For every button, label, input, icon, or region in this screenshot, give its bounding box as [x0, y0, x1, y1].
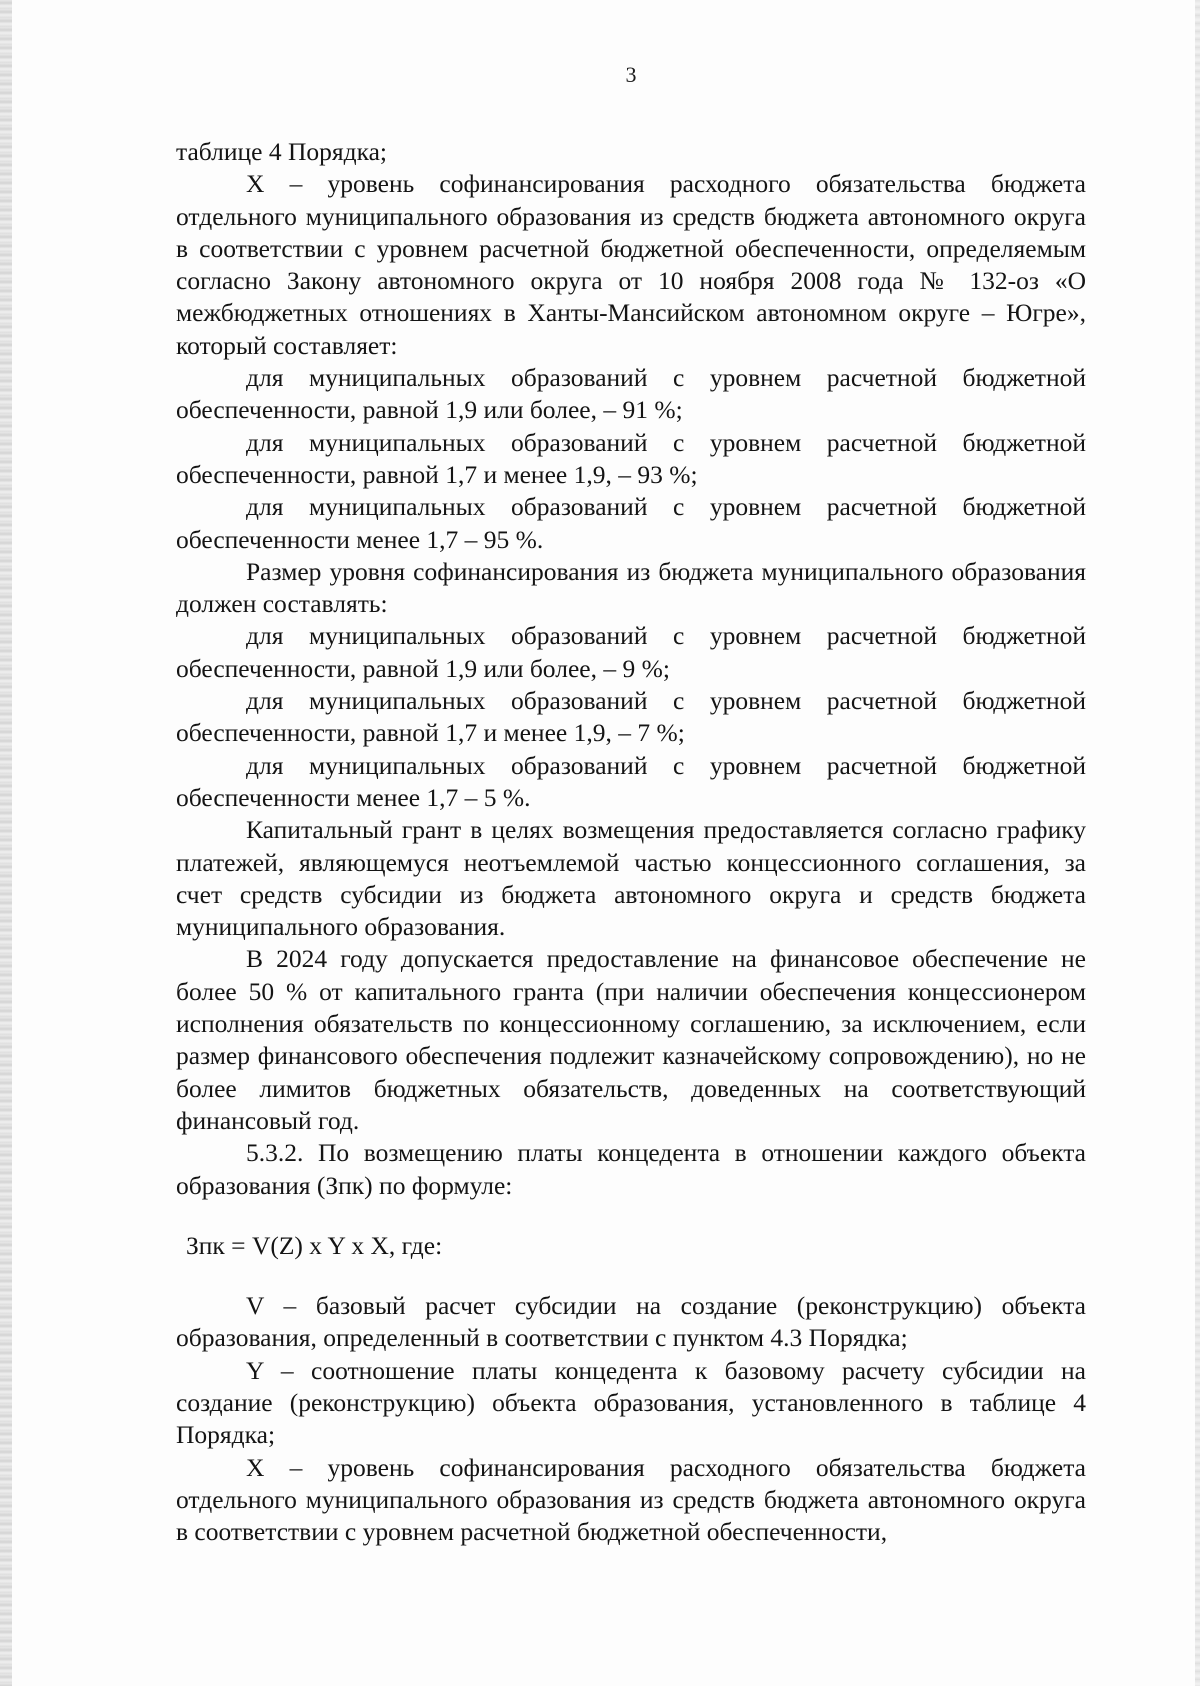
- scan-edge-right: [1195, 0, 1200, 1686]
- definition-y: Y – соотношение платы концедента к базовому расчету субсидии на создание (реконструкцию) объекта образования, установленного в таблице 4 Порядка;: [176, 1355, 1086, 1450]
- formula: Зпк = V(Z) x Y x X, где:: [186, 1230, 443, 1260]
- paragraph-rate-5: для муниципальных образований с уровнем расчетной бюджетной обеспеченности менее 1,7 – 5 %.: [176, 750, 1086, 812]
- paragraph-continuation: таблице 4 Порядка;: [176, 137, 387, 166]
- paragraph-x-definition: X – уровень софинансирования расходного обязательства бюджета отдельного муниципального образования из средств бюджета автономного округа в соответствии с уровнем расчетной бюджетной обеспеченности, определяемым согласно Закону автономного округа от 10 ноября 2008 года № 132-оз «О межбюджетных отношениях в Ханты-Мансийском автономном округе – Югре», который составляет:: [176, 169, 1086, 360]
- paragraph-2024: В 2024 году допускается предоставление на финансовое обеспечение не более 50 % от капитального гранта (при наличии обеспечения концессионером исполнения обязательств по концессионному соглашению, за исключением, если размер финансового обеспечения подлежит казначейскому сопровождению), но не более лимитов бюджетных обязательств, доведенных на соответствующий финансовый год.: [176, 944, 1086, 1135]
- paragraph-rate-9: для муниципальных образований с уровнем расчетной бюджетной обеспеченности, равной 1,9 или более, – 9 %;: [176, 621, 1086, 683]
- paragraph-rate-7: для муниципальных образований с уровнем расчетной бюджетной обеспеченности, равной 1,7 и менее 1,9, – 7 %;: [176, 686, 1086, 748]
- paragraph-rate-93: для муниципальных образований с уровнем расчетной бюджетной обеспеченности, равной 1,7 и менее 1,9, – 93 %;: [176, 427, 1086, 489]
- definition-x: X – уровень софинансирования расходного обязательства бюджета отдельного муниципального образования из средств бюджета автономного округа в соответствии с уровнем расчетной бюджетной обеспеченности,: [176, 1452, 1086, 1547]
- paragraph-5-3-2: 5.3.2. По возмещению платы концедента в отношении каждого объекта образования (Зпк) по формуле:: [176, 1138, 1086, 1200]
- paragraph-capital-grant: Капитальный грант в целях возмещения предоставляется согласно графику платежей, являющемуся неотъемлемой частью концессионного соглашения, за счет средств субсидии из бюджета автономного округа и средств бюджета муниципального образования.: [176, 815, 1086, 942]
- paragraph-rate-95: для муниципальных образований с уровнем расчетной бюджетной обеспеченности менее 1,7 – 95 %.: [176, 492, 1086, 554]
- paragraph-municipal-share: Размер уровня софинансирования из бюджета муниципального образования должен составлять:: [176, 556, 1086, 619]
- paragraph-rate-91: для муниципальных образований с уровнем расчетной бюджетной обеспеченности, равной 1,9 или более, – 91 %;: [176, 363, 1086, 425]
- definition-v: V – базовый расчет субсидии на создание (реконструкцию) объекта образования, определенный в соответствии с пунктом 4.3 Порядка;: [176, 1291, 1086, 1353]
- scan-edge-left: [0, 0, 12, 1686]
- document-body: [176, 136, 1086, 1548]
- page-number: 3: [625, 62, 637, 87]
